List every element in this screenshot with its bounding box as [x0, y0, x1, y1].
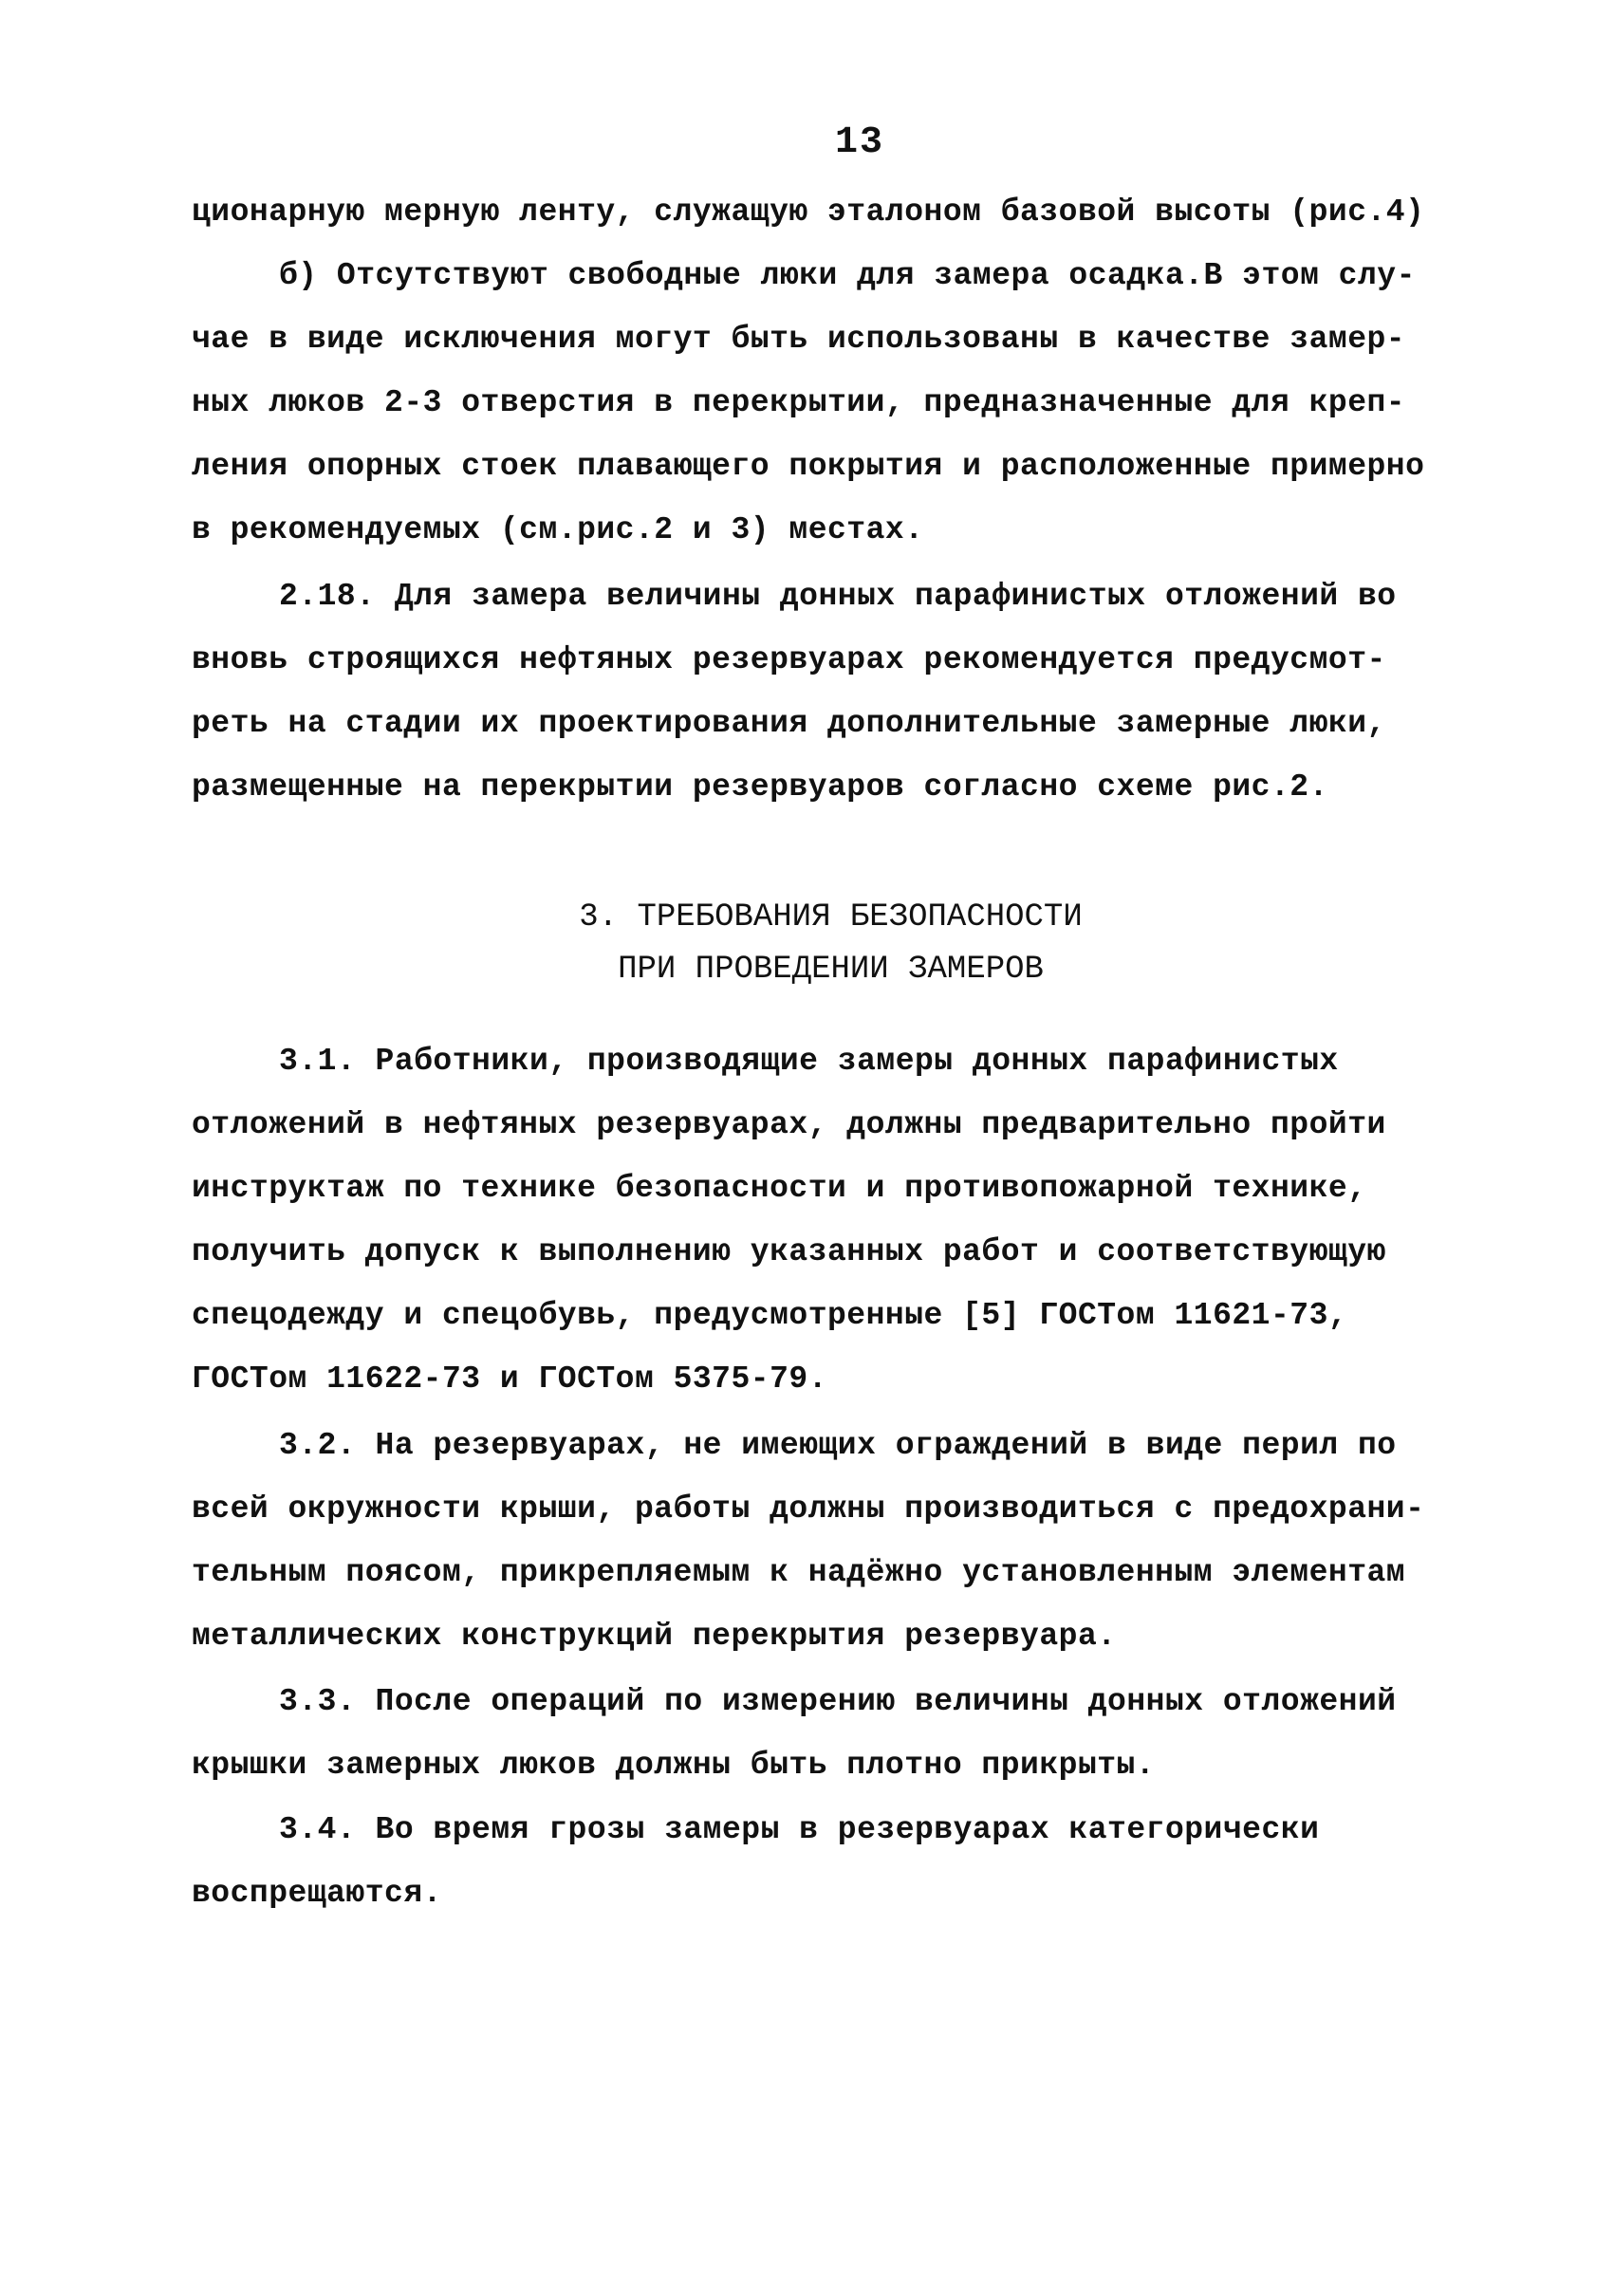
text-line: инструктаж по технике безопасности и противопожарной технике, — [192, 1171, 1367, 1206]
paragraph-item-b — [192, 244, 1425, 562]
text-line: реть на стадии их проектирования дополнительные замерные люки, — [192, 706, 1386, 741]
paragraph-3-1 — [192, 1029, 1425, 1411]
paragraph-3-2 — [192, 1414, 1425, 1668]
text-line: 2.18. Для замера величины донных парафинистых отложений во — [279, 579, 1397, 614]
paragraph-2-18 — [192, 565, 1425, 819]
page-number: 13 — [835, 121, 885, 164]
text-line: 3.4. Во время грозы замеры в резервуарах категорически — [279, 1812, 1320, 1847]
paragraph-3-4 — [192, 1798, 1425, 1925]
text-line: чае в виде исключения могут быть использованы в качестве замер- — [192, 322, 1406, 357]
section-heading-line-2: ПРИ ПРОВЕДЕНИИ ЗАМЕРОВ — [618, 952, 1044, 988]
text-line: тельным поясом, прикрепляемым к надёжно установленным элементам — [192, 1555, 1406, 1590]
section-heading — [0, 892, 1614, 996]
text-line: ГОСТом 11622-73 и ГОСТом 5375-79. — [192, 1361, 828, 1397]
text-line: размещенные на перекрытии резервуаров согласно схеме рис.2. — [192, 769, 1328, 805]
paragraph-3-3 — [192, 1670, 1425, 1797]
paragraph-continuation — [192, 180, 1425, 244]
text-line: ных люков 2-3 отверстия в перекрытии, предназначенные для креп- — [192, 385, 1406, 420]
text-line: металлических конструкций перекрытия резервуара. — [192, 1619, 1117, 1654]
text-line: 3.2. На резервуарах, не имеющих ограждений в виде перил по — [279, 1428, 1397, 1463]
text-line: ционарную мерную ленту, служащую эталоном базовой высоты (рис.4) — [192, 194, 1425, 230]
text-line: крышки замерных люков должны быть плотно прикрыты. — [192, 1748, 1156, 1783]
section-heading-line-1: 3. ТРЕБОВАНИЯ БЕЗОПАСНОСТИ — [579, 899, 1083, 935]
text-line: всей окружности крыши, работы должны производиться с предохрани- — [192, 1491, 1425, 1527]
text-line: б) Отсутствуют свободные люки для замера осадка.В этом слу- — [279, 258, 1416, 293]
text-line: отложений в нефтяных резервуарах, должны предварительно пройти — [192, 1107, 1386, 1142]
text-line: получить допуск к выполнению указанных работ и соответствующую — [192, 1234, 1386, 1269]
text-line: 3.1. Работники, производящие замеры донных парафинистых — [279, 1044, 1339, 1079]
text-line: 3.3. После операций по измерению величины донных отложений — [279, 1684, 1397, 1719]
text-line: в рекомендуемых (см.рис.2 и 3) местах. — [192, 512, 924, 547]
text-line: спецодежду и спецобувь, предусмотренные [5] ГОСТом 11621-73, — [192, 1298, 1348, 1333]
text-line: воспрещаются. — [192, 1876, 442, 1911]
text-line: вновь строящихся нефтяных резервуарах рекомендуется предусмот- — [192, 642, 1386, 677]
text-line: ления опорных стоек плавающего покрытия и расположенные примерно — [192, 449, 1425, 484]
